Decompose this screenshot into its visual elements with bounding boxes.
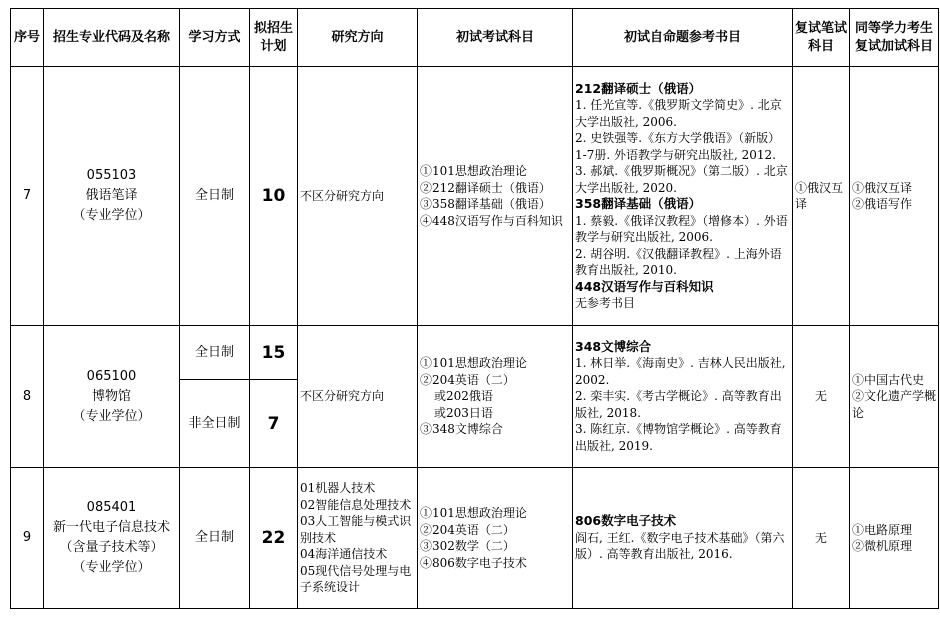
ref-heading: 358翻译基础（俄语） (575, 196, 702, 211)
ref-heading: 348文博综合 (575, 338, 652, 354)
retest-subjects: 无 (793, 326, 850, 468)
research-direction: 不区分研究方向 (298, 326, 418, 468)
retest-subjects: 无 (793, 468, 850, 609)
plan-count: 10 (250, 67, 298, 326)
major-code: 065100 (86, 368, 137, 384)
major-cell (44, 326, 180, 468)
direction-item: 01机器人技术 (300, 481, 376, 496)
ref-item: 3. 陈红京.《博物馆学概论》. 高等教育出版社, 2019. (575, 422, 782, 453)
table-row (11, 67, 939, 326)
ref-item: 无参考书目 (575, 296, 636, 310)
major-degree: （专业学位） (72, 208, 151, 223)
header-extra: 同等学力考生复试加试科目 (850, 9, 939, 67)
reference-books (573, 326, 793, 468)
extra-item: ②俄语写作 (852, 197, 913, 211)
ref-item: 2. 栾丰实.《考古学概论》. 高等教育出版社, 2018. (575, 389, 782, 420)
study-mode: 全日制 (180, 326, 250, 380)
extra-item: ①中国古代史 (852, 372, 925, 387)
major-code: 055103 (86, 168, 137, 183)
ref-item: 1. 蔡毅.《俄译汉教程》（增修本）. 外语教学与研究出版社, 2006. (575, 213, 788, 244)
header-subjects: 初试考试科目 (418, 9, 573, 67)
retest-subjects (793, 67, 850, 326)
exam-subjects (418, 67, 573, 326)
row-number: 8 (11, 326, 44, 468)
extra-subjects (850, 468, 939, 609)
subject-item: ④448汉语写作与百科知识 (420, 213, 563, 228)
ref-item: 1. 任光宣等.《俄罗斯文学简史》. 北京大学出版社, 2006. (575, 98, 782, 129)
ref-heading: 448汉语写作与百科知识 (575, 278, 714, 294)
major-cell (44, 67, 180, 326)
major-degree: （专业学位） (72, 560, 151, 575)
subject-item: ④806数字电子技术 (420, 555, 527, 570)
subject-item: 或203日语 (434, 405, 493, 420)
study-mode: 非全日制 (180, 380, 250, 468)
ref-item: 3. 郝斌.《俄罗斯概况》（第二版）. 北京大学出版社, 2020. (575, 164, 788, 195)
header-plan: 拟招生计划 (250, 9, 298, 67)
direction-item: 03人工智能与模式识别技术 (300, 514, 412, 545)
header-row (11, 9, 939, 67)
admissions-table (10, 8, 939, 609)
ref-item: 1. 林日举.《海南史》. 吉林人民出版社, 2002. (575, 356, 786, 387)
header-refs: 初试自命题参考书目 (573, 9, 793, 67)
subject-item: ①101思想政治理论 (420, 506, 527, 520)
extra-item: ②文化遗产学概论 (852, 389, 937, 420)
reference-books (573, 468, 793, 609)
row-number: 7 (11, 67, 44, 326)
ref-item: 2. 胡谷明.《汉俄翻译教程》. 上海外语教育出版社, 2010. (575, 246, 782, 277)
header-direction: 研究方向 (298, 9, 418, 67)
ref-heading: 212翻译硕士（俄语） (575, 80, 702, 96)
exam-subjects (418, 326, 573, 468)
subject-item: ③348文博综合 (420, 422, 503, 437)
extra-item: ①俄汉互译 (852, 180, 913, 195)
subject-item: ②204英语（二） (420, 522, 515, 537)
major-code: 085401 (86, 500, 137, 515)
extra-item: ①电路原理 (852, 522, 913, 537)
ref-heading: 806数字电子技术 (575, 513, 677, 529)
extra-subjects (850, 326, 939, 468)
header-retest: 复试笔试科目 (793, 9, 850, 67)
exam-subjects (418, 468, 573, 609)
major-cell (44, 468, 180, 609)
subject-item: ②204英语（二） (420, 372, 515, 387)
extra-item: ②微机原理 (852, 539, 913, 553)
direction-item: 04海洋通信技术 (300, 547, 388, 562)
major-name: 新一代电子信息技术（含量子技术等） (52, 520, 170, 555)
ref-item: 阎石, 王红.《数字电子技术基础》（第六版）. 高等教育出版社, 2016. (575, 530, 785, 562)
plan-count: 22 (250, 468, 298, 609)
study-mode: 全日制 (180, 67, 250, 326)
research-direction: 不区分研究方向 (298, 67, 418, 326)
subject-item: ②212翻译硕士（俄语） (420, 180, 551, 195)
table-row (11, 326, 939, 380)
subject-item: ③358翻译基础（俄语） (420, 197, 551, 211)
major-degree: （专业学位） (72, 408, 151, 424)
subject-item: ①101思想政治理论 (420, 356, 527, 371)
header-mode: 学习方式 (180, 9, 250, 67)
ref-item: 2. 史铁强等.《东方大学俄语》（新版）1-7册. 外语教学与研究出版社, 2012. (575, 131, 781, 162)
plan-count: 7 (250, 380, 298, 468)
row-number: 9 (11, 468, 44, 609)
header-no: 序号 (11, 9, 44, 67)
plan-count: 15 (250, 326, 298, 380)
extra-subjects (850, 67, 939, 326)
retest-item: ①俄汉互译 (795, 180, 844, 211)
direction-item: 02智能信息处理技术 (300, 497, 412, 512)
subject-item: ①101思想政治理论 (420, 164, 527, 178)
reference-books (573, 67, 793, 326)
research-direction (298, 468, 418, 609)
major-name: 博物馆 (91, 388, 131, 404)
major-name: 俄语笔译 (85, 188, 138, 203)
table-row (11, 468, 939, 609)
study-mode: 全日制 (180, 468, 250, 609)
direction-item: 05现代信号处理与电子系统设计 (300, 563, 412, 595)
header-major: 招生专业代码及名称 (44, 9, 180, 67)
subject-item: 或202俄语 (434, 389, 493, 404)
subject-item: ③302数学（二） (420, 539, 515, 553)
